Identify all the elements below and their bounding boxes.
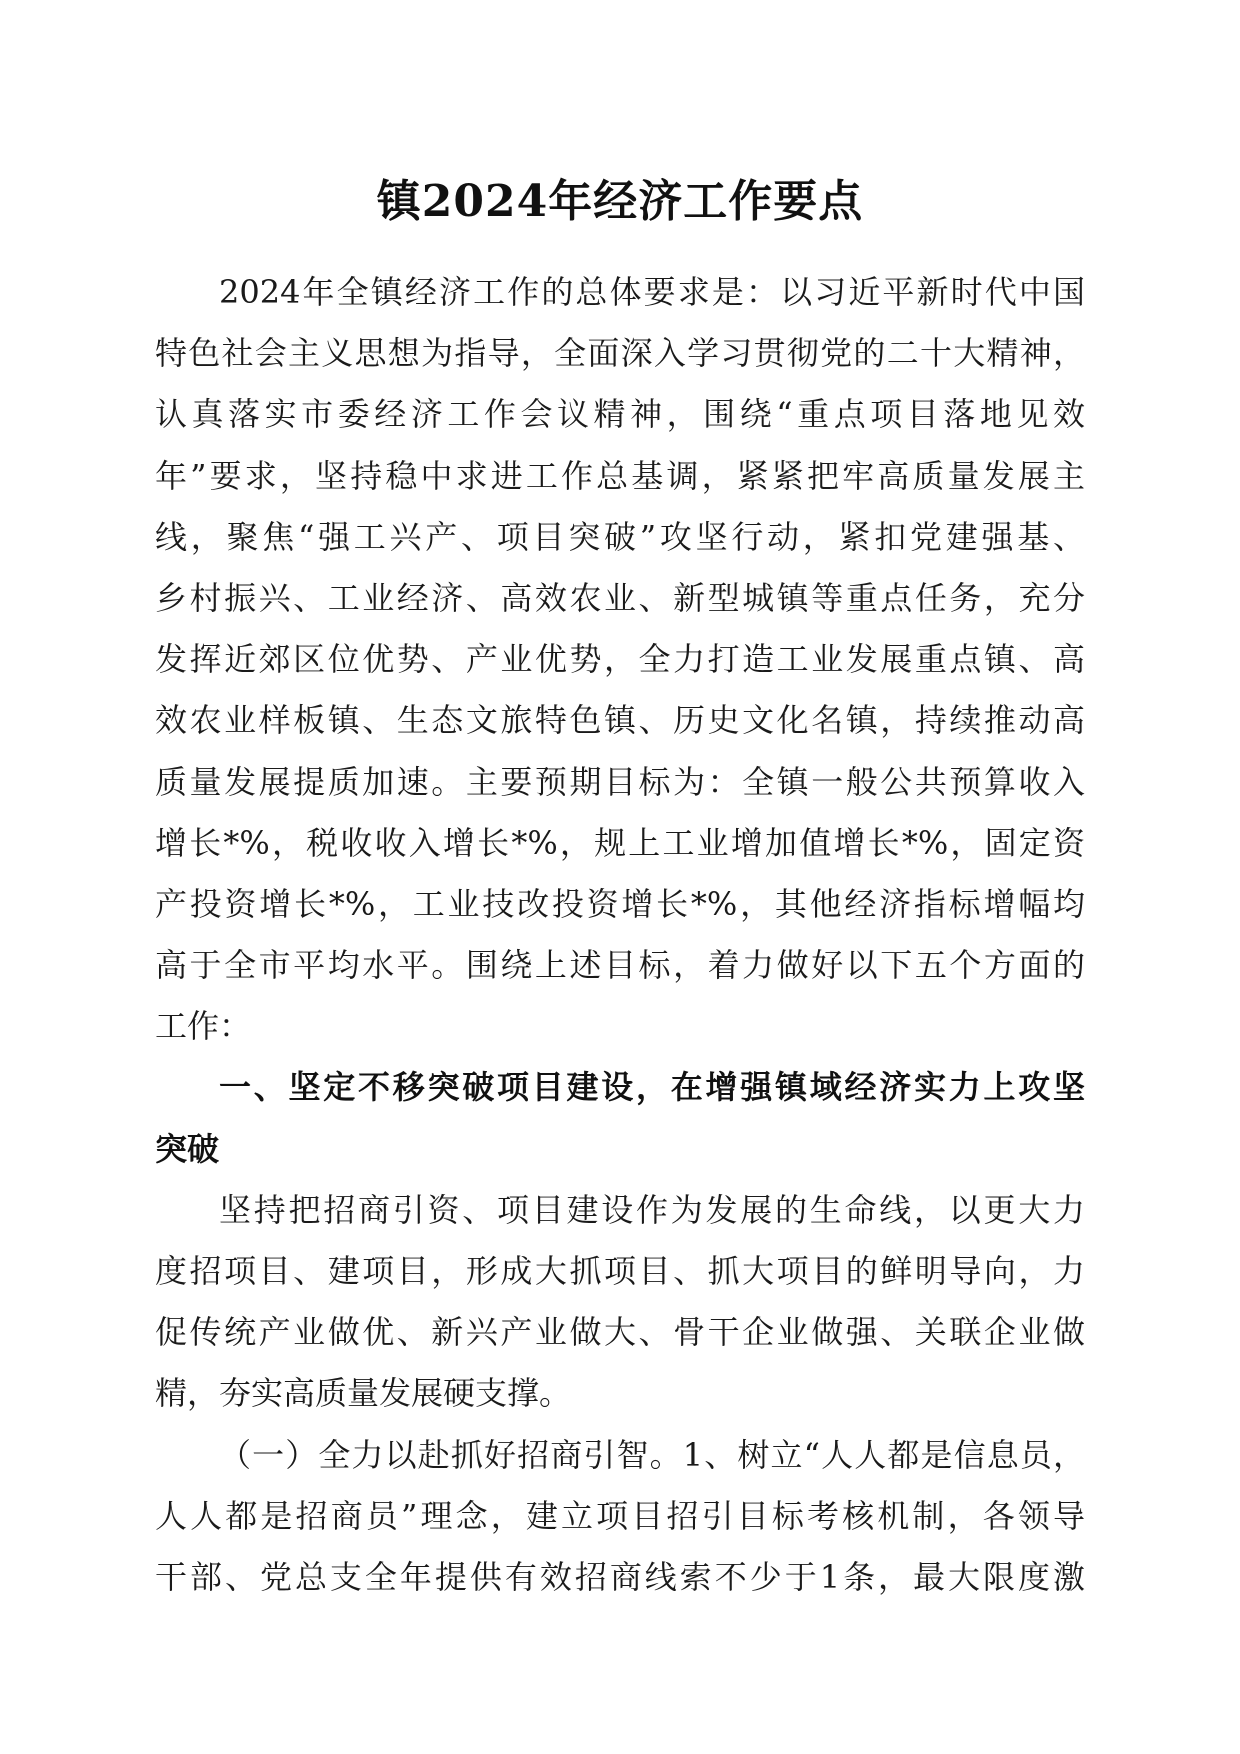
paragraph-line: 线，聚焦“强工兴产、项目突破”攻坚行动，紧扣党建强基、	[155, 517, 1085, 556]
section-heading-line: 突破	[155, 1129, 220, 1168]
paragraph-line: 产投资增长*%，工业技改投资增长*%，其他经济指标增幅均	[155, 884, 1085, 923]
paragraph-line: 特色社会主义思想为指导，全面深入学习贯彻党的二十大精神，	[155, 334, 1085, 373]
document-title: 镇2024年经济工作要点	[376, 176, 864, 227]
section-heading-line: 一、坚定不移突破项目建设，在增强镇域经济实力上攻坚	[219, 1068, 1085, 1107]
document-body	[155, 262, 1085, 1608]
paragraph-line: 精，夯实高质量发展硬支撑。	[155, 1374, 572, 1413]
paragraph-line: 促传统产业做优、新兴产业做大、骨干企业做强、关联企业做	[155, 1313, 1085, 1352]
paragraph-line: 发挥近郊区位优势、产业优势，全力打造工业发展重点镇、高	[155, 640, 1085, 679]
paragraph-line: 度招项目、建项目，形成大抓项目、抓大项目的鲜明导向，力	[155, 1252, 1085, 1290]
paragraph-line: 乡村振兴、工业经济、高效农业、新型城镇等重点任务，充分	[155, 578, 1085, 617]
paragraph-line: 工作：	[155, 1007, 252, 1046]
paragraph-line: 增长*%，税收收入增长*%，规上工业增加值增长*%，固定资	[155, 823, 1085, 862]
paragraph-line: 2024年全镇经济工作的总体要求是：以习近平新时代中国	[219, 273, 1085, 311]
paragraph-line: （一）全力以赴抓好招商引智。1、树立“人人都是信息员，	[219, 1435, 1085, 1474]
paragraph-line: 年”要求，坚持稳中求进工作总基调，紧紧把牢高质量发展主	[155, 456, 1085, 495]
paragraph-line: 质量发展提质加速。主要预期目标为：全镇一般公共预算收入	[155, 762, 1085, 801]
paragraph-line: 效农业样板镇、生态文旅特色镇、历史文化名镇，持续推动高	[155, 701, 1085, 740]
paragraph-line: 坚持把招商引资、项目建设作为发展的生命线，以更大力	[219, 1190, 1085, 1229]
paragraph-line: 高于全市平均水平。围绕上述目标，着力做好以下五个方面的	[155, 946, 1085, 985]
paragraph-line: 认真落实市委经济工作会议精神，围绕“重点项目落地见效	[155, 395, 1085, 434]
paragraph-line: 干部、党总支全年提供有效招商线索不少于1条，最大限度激	[155, 1557, 1085, 1596]
paragraph-line: 人人都是招商员”理念，建立项目招引目标考核机制，各领导	[155, 1496, 1085, 1535]
